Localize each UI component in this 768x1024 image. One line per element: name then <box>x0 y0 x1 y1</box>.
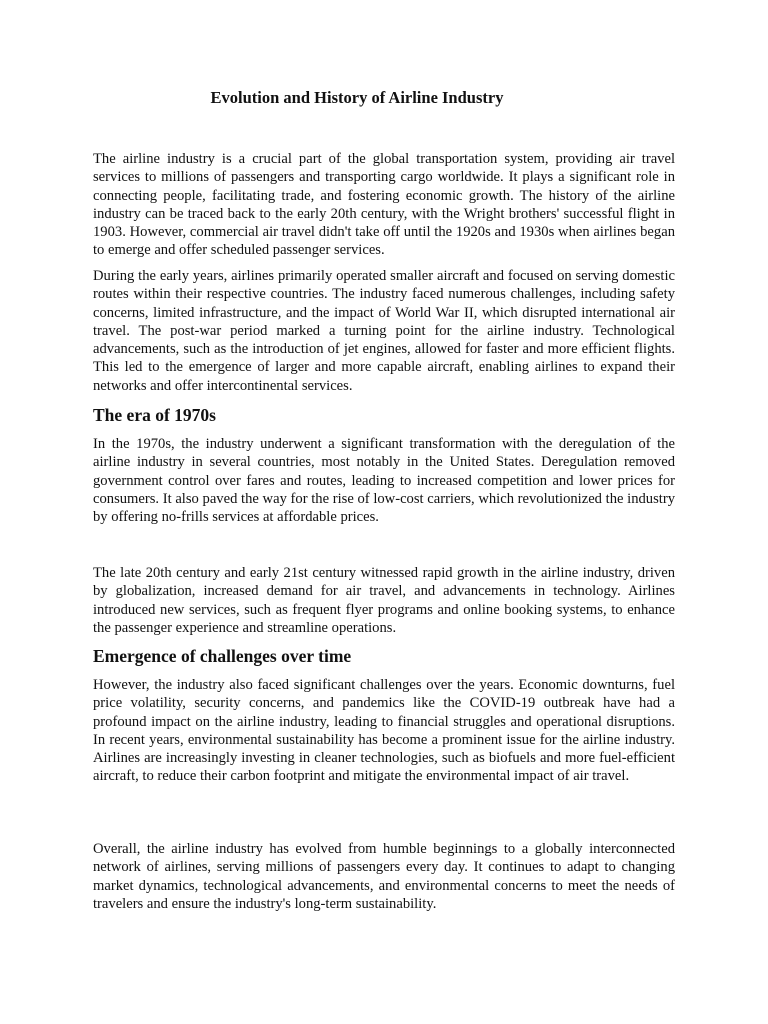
paragraph-deregulation: In the 1970s, the industry underwent a significant transformation with the deregulation of the airline industry in several countries, most notably in the United States. Deregulation removed government control over fares and routes, leading to increased competition and lower prices for consumers. It also paved the way for the rise of low-cost carriers, which revolutionized the industry by offering no-frills services at affordable prices. <box>93 436 675 526</box>
paragraph-early-years: During the early years, airlines primarily operated smaller aircraft and focused on serving domestic routes within their respective countries. The industry faced numerous challenges, including safety concerns, limited infrastructure, and the impact of World War II, which disrupted international air travel. The post-war period marked a turning point for the airline industry. Technological advancements, such as the introduction of jet engines, allowed for faster and more efficient flights. This led to the emergence of larger and more capable aircraft, enabling airlines to expand their networks and offer intercontinental services. <box>93 268 675 394</box>
paragraph-intro: The airline industry is a crucial part of the global transportation system, providing air travel services to millions of passengers and transporting cargo worldwide. It plays a significant role in connecting people, facilitating trade, and fostering economic growth. The history of the airline industry can be traced back to the early 20th century, with the Wright brothers' successful flight in 1903. However, commercial air travel didn't take off until the 1920s and 1930s when airlines began to emerge and offer scheduled passenger services. <box>93 151 675 259</box>
paragraph-conclusion: Overall, the airline industry has evolved from humble beginnings to a globally interconnected network of airlines, serving millions of passengers every day. It continues to adapt to changing market dynamics, technological advancements, and environmental concerns to meet the needs of travelers and ensure the industry's long-term sustainability. <box>93 841 675 912</box>
section-heading-challenges: Emergence of challenges over time <box>93 646 352 666</box>
paragraph-challenges: However, the industry also faced significant challenges over the years. Economic downturns, fuel price volatility, security concerns, and pandemics like the COVID-19 outbreak have had a profound impact on the airline industry, leading to financial struggles and operational disruptions. In recent years, environmental sustainability has become a prominent issue for the airline industry. Airlines are increasingly investing in cleaner technologies, such as biofuels and more fuel-efficient aircraft, to reduce their carbon footprint and mitigate the environmental impact of air travel. <box>93 677 675 785</box>
section-heading-era-1970s: The era of 1970s <box>93 405 216 425</box>
paragraph-growth: The late 20th century and early 21st century witnessed rapid growth in the airline industry, driven by globalization, increased demand for air travel, and advancements in technology. Airlines introduced new services, such as frequent flyer programs and online booking systems, to enhance the passenger experience and streamline operations. <box>93 565 675 636</box>
document-title: Evolution and History of Airline Industry <box>210 88 504 107</box>
